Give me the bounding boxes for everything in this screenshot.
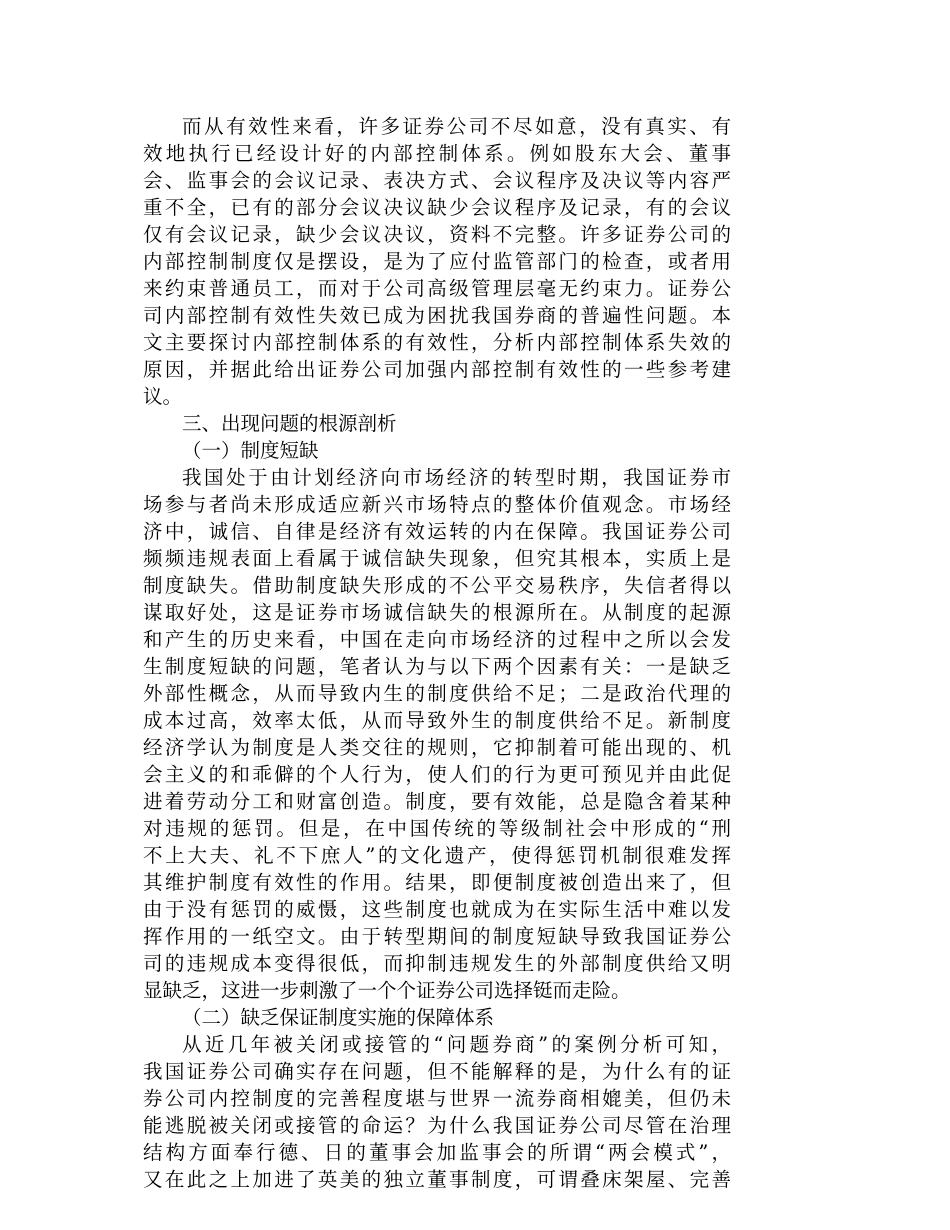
text-line: 制度缺失。借助制度缺失形成的不公平交易秩序，失信者得以 [143, 574, 731, 597]
heading-text: 三、出现问题的根源剖析 [182, 412, 397, 435]
text-line: 原因，并据此给出证券公司加强内部控制有效性的一些参考建 [143, 358, 731, 381]
text-line: 重不全，已有的部分会议决议缺少会议程序及记录，有的会议 [143, 196, 731, 219]
text-line: 谋取好处，这是证券市场诚信缺失的根源所在。从制度的起源 [143, 601, 731, 624]
text-line: 经济学认为制度是人类交往的规则，它抑制着可能出现的、机 [143, 736, 731, 759]
text-line: 对违规的惩罚。但是，在中国传统的等级制社会中形成的“刑 [143, 817, 731, 840]
text-line: 其维护制度有效性的作用。结果，即便制度被创造出来了，但 [143, 871, 731, 894]
text-line: 显缺乏，这进一步刺激了一个个证券公司选择铤而走险。 [143, 979, 631, 1002]
text-line: 成本过高，效率太低，从而导致外生的制度供给不足。新制度 [143, 709, 731, 732]
subsection-heading [143, 437, 731, 464]
text-line: 不上大夫、礼不下庶人”的文化遗产，使得惩罚机制很难发挥 [143, 844, 731, 867]
heading-text: （二）缺乏保证制度实施的保障体系 [182, 1006, 495, 1029]
subsection-heading [143, 1004, 731, 1031]
text-line: 会、监事会的会议记录、表决方式、会议程序及决议等内容严 [143, 169, 731, 192]
heading-text: （一）制度短缺 [182, 439, 319, 462]
text-line: 效地执行已经设计好的内部控制体系。例如股东大会、董事 [143, 142, 731, 165]
text-line: 我国处于由计划经济向市场经济的转型时期，我国证券市 [182, 466, 731, 489]
text-line: 和产生的历史来看，中国在走向市场经济的过程中之所以会发 [143, 628, 731, 651]
text-line: 来约束普通员工，而对于公司高级管理层毫无约束力。证券公 [143, 277, 731, 300]
text-line: 司的违规成本变得很低，而抑制违规发生的外部制度供给又明 [143, 952, 731, 975]
text-line: 结构方面奉行德、日的董事会加监事会的所谓“两会模式”， [143, 1141, 731, 1164]
text-line: 内部控制制度仅是摆设，是为了应付监管部门的检查，或者用 [143, 250, 731, 273]
text-line: 券公司内控制度的完善程度堪与世界一流券商相媲美，但仍未 [143, 1087, 731, 1110]
text-line: 又在此之上加进了英美的独立董事制度，可谓叠床架屋、完善 [143, 1168, 731, 1191]
text-line: 我国证券公司确实存在问题，但不能解释的是，为什么有的证 [143, 1060, 731, 1083]
paragraph-guarantee-system [143, 1031, 731, 1193]
text-line: 外部性概念，从而导致内生的制度供给不足；二是政治代理的 [143, 682, 731, 705]
paragraph-effectiveness [143, 113, 731, 410]
text-line: 而从有效性来看，许多证券公司不尽如意，没有真实、有 [182, 115, 731, 138]
text-line: 议。 [143, 385, 183, 408]
text-line: 会主义的和乖僻的个人行为，使人们的行为更可预见并由此促 [143, 763, 731, 786]
document-page [143, 113, 731, 1193]
text-line: 仅有会议记录，缺少会议决议，资料不完整。许多证券公司的 [143, 223, 731, 246]
text-line: 场参与者尚未形成适应新兴市场特点的整体价值观念。市场经 [143, 493, 731, 516]
section-heading [143, 410, 731, 437]
text-line: 生制度短缺的问题，笔者认为与以下两个因素有关：一是缺乏 [143, 655, 731, 678]
text-line: 济中，诚信、自律是经济有效运转的内在保障。我国证券公司 [143, 520, 731, 543]
text-line: 能逃脱被关闭或接管的命运？为什么我国证券公司尽管在治理 [143, 1114, 731, 1137]
text-line: 由于没有惩罚的威慑，这些制度也就成为在实际生活中难以发 [143, 898, 731, 921]
text-line: 挥作用的一纸空文。由于转型期间的制度短缺导致我国证券公 [143, 925, 731, 948]
paragraph-institution-shortage [143, 464, 731, 1004]
text-line: 从近几年被关闭或接管的“问题券商”的案例分析可知， [182, 1033, 731, 1056]
text-line: 进着劳动分工和财富创造。制度，要有效能，总是隐含着某种 [143, 790, 731, 813]
text-line: 文主要探讨内部控制体系的有效性，分析内部控制体系失效的 [143, 331, 731, 354]
text-line: 频频违规表面上看属于诚信缺失现象，但究其根本，实质上是 [143, 547, 731, 570]
text-line: 司内部控制有效性失效已成为困扰我国券商的普遍性问题。本 [143, 304, 731, 327]
